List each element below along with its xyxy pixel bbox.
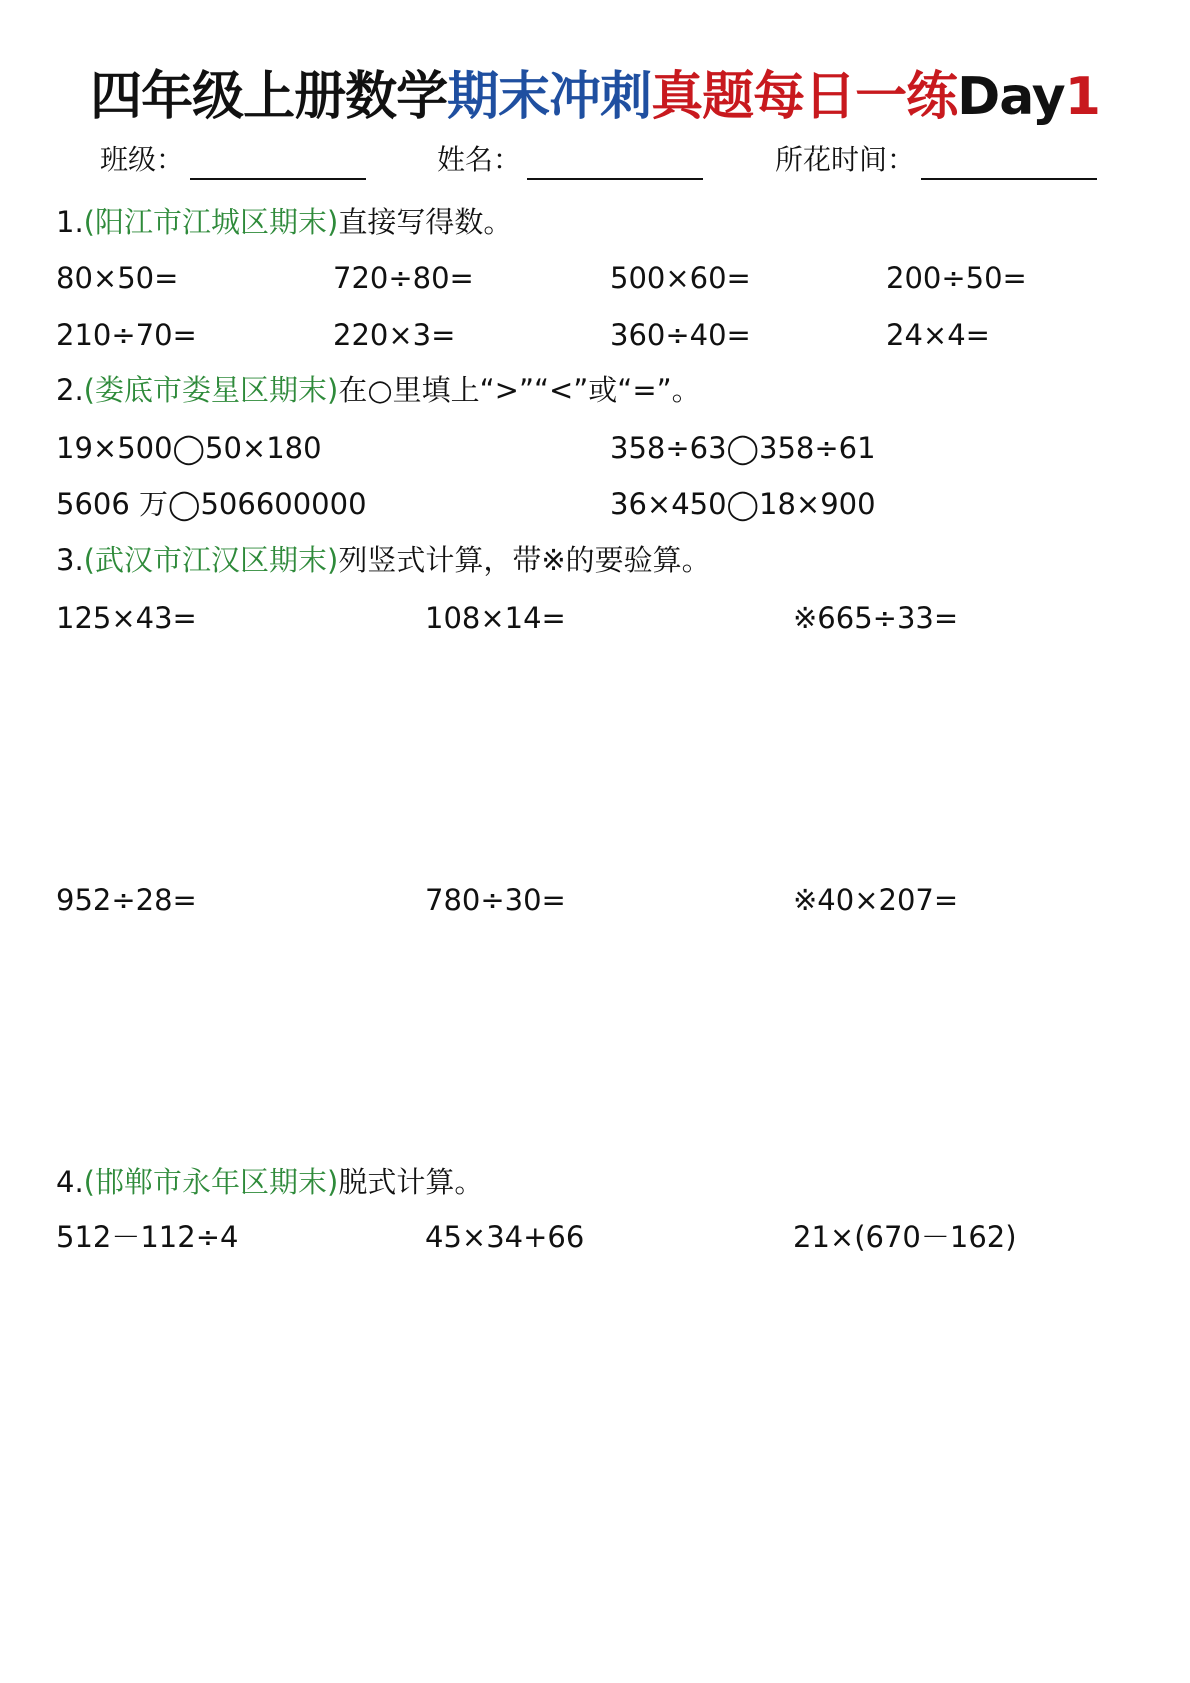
time-label: 所花时间：	[775, 143, 916, 176]
title-part-day-number: 1	[1064, 67, 1100, 127]
question-instruction: 列竖式计算，带※的要验算。	[338, 543, 711, 577]
q3-item: ※40×207=	[793, 883, 959, 917]
q3-item: 780÷30=	[425, 883, 566, 917]
question-number: 2.	[56, 373, 84, 407]
q1-item: 500×60=	[610, 261, 751, 295]
question-instruction: 直接写得数。	[338, 205, 513, 239]
q3-item: ※665÷33=	[793, 601, 959, 635]
q2-item: 19×500◯50×180	[56, 431, 322, 465]
q1-item: 210÷70=	[56, 318, 197, 352]
q2-item: 358÷63◯358÷61	[610, 431, 876, 465]
question-4-heading	[56, 1162, 483, 1202]
q2-item: 5606 万◯506600000	[56, 487, 367, 521]
time-field	[775, 140, 1097, 180]
q4-item: 21×(670－162)	[793, 1220, 1017, 1254]
question-1-heading	[56, 202, 512, 242]
q3-item: 125×43=	[56, 601, 197, 635]
q1-item: 24×4=	[886, 318, 990, 352]
class-blank[interactable]	[190, 146, 366, 180]
question-2-heading	[56, 370, 701, 410]
name-label: 姓名：	[437, 143, 522, 176]
question-number: 4.	[56, 1165, 84, 1199]
q1-item: 720÷80=	[333, 261, 474, 295]
q1-item: 80×50=	[56, 261, 179, 295]
q3-item: 952÷28=	[56, 883, 197, 917]
q1-item: 220×3=	[333, 318, 456, 352]
q4-item: 45×34+66	[425, 1220, 585, 1254]
page-title	[0, 62, 1190, 132]
q1-item: 200÷50=	[886, 261, 1027, 295]
q4-item: 512－112÷4	[56, 1220, 239, 1254]
name-blank[interactable]	[527, 146, 703, 180]
class-field	[100, 140, 366, 180]
question-instruction: 脱式计算。	[338, 1165, 484, 1199]
title-part-daily-practice: 真题每日一练	[651, 67, 958, 127]
title-part-grade: 四年级上册数学	[90, 67, 448, 127]
q2-item: 36×450◯18×900	[610, 487, 876, 521]
question-source: (武汉市江汉区期末)	[83, 543, 339, 577]
question-number: 1.	[56, 205, 84, 239]
time-blank[interactable]	[921, 146, 1097, 180]
q1-item: 360÷40=	[610, 318, 751, 352]
question-source: (邯郸市永年区期末)	[83, 1165, 339, 1199]
question-number: 3.	[56, 543, 84, 577]
class-label: 班级：	[100, 143, 185, 176]
question-source: (阳江市江城区期末)	[83, 205, 339, 239]
question-instruction: 在○里填上“>”“<”或“=”。	[338, 373, 701, 407]
title-part-final-sprint: 期末冲刺	[447, 67, 652, 127]
name-field	[437, 140, 703, 180]
title-part-day: Day	[957, 67, 1065, 127]
question-source: (娄底市娄星区期末)	[83, 373, 339, 407]
q3-item: 108×14=	[425, 601, 566, 635]
question-3-heading	[56, 540, 711, 580]
